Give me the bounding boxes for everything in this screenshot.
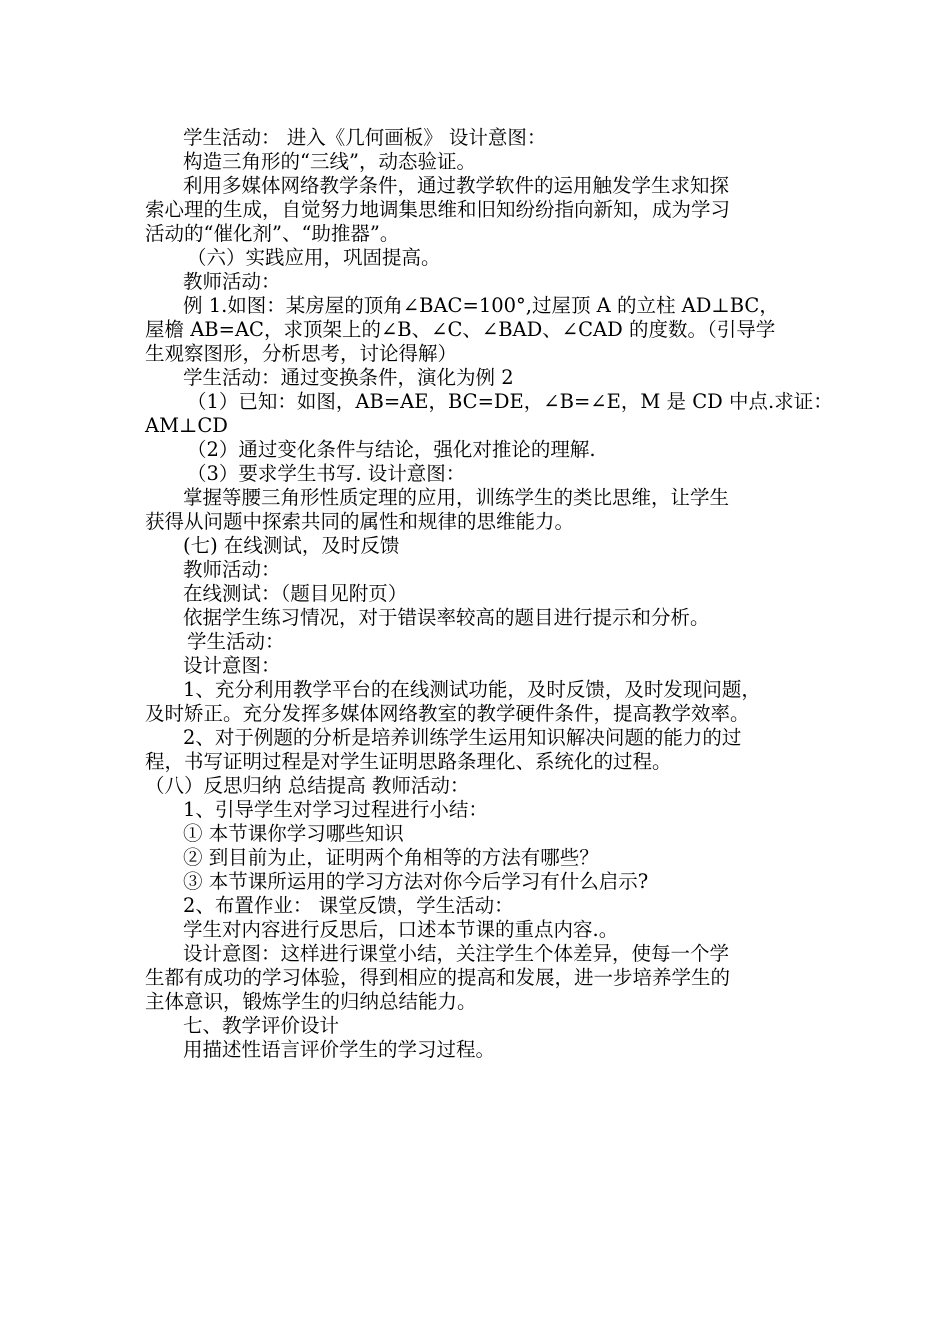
text-line: 2、布置作业： 课堂反馈，学生活动： [183, 894, 514, 917]
text-line: 学生对内容进行反思后，口述本节课的重点内容.。 [183, 918, 619, 941]
text-line: ① 本节课你学习哪些知识 [183, 822, 404, 845]
text-line: 学生活动： 进入《几何画板》 设计意图： [183, 126, 547, 149]
text-line: 在线测试：（题目见附页） [183, 582, 408, 605]
text-line: 生都有成功的学习体验，得到相应的提高和发展，进一步培养学生的 [145, 966, 731, 989]
text-line: ② 到目前为止，证明两个角相等的方法有哪些？ [183, 846, 599, 869]
text-line: (七) 在线测试，及时反馈 [183, 534, 400, 557]
text-line: 利用多媒体网络教学条件，通过教学软件的运用触发学生求知探 [183, 174, 730, 197]
text-line: 1、充分利用教学平台的在线测试功能，及时反馈，及时发现问题， [183, 678, 761, 701]
text-line: （2）通过变化条件与结论，强化对推论的理解. [187, 438, 596, 461]
text-line: 用描述性语言评价学生的学习过程。 [183, 1038, 496, 1061]
text-line: （八）反思归纳 总结提高 教师活动： [145, 774, 470, 797]
text-line: （六）实践应用，巩固提高。 [187, 246, 441, 269]
text-line: 及时矫正。充分发挥多媒体网络教室的教学硬件条件，提高教学效率。 [145, 702, 750, 725]
text-line: 例 1.如图：某房屋的顶角∠BAC=100°,过屋顶 A 的立柱 AD⊥BC， [183, 294, 779, 317]
text-line: 2、对于例题的分析是培养训练学生运用知识解决问题的能力的过 [183, 726, 742, 749]
text-line: 学生活动：通过变换条件，演化为例 2 [183, 366, 514, 389]
text-line: 掌握等腰三角形性质定理的应用，训练学生的类比思维，让学生 [183, 486, 730, 509]
text-line: （1）已知：如图，AB=AE，BC=DE，∠B=∠E，M 是 CD 中点.求证： [187, 390, 833, 413]
text-line: 依据学生练习情况，对于错误率较高的题目进行提示和分析。 [183, 606, 710, 629]
text-line: ③ 本节课所运用的学习方法对你今后学习有什么启示? [183, 870, 649, 893]
text-line: （3）要求学生书写. 设计意图： [187, 462, 466, 485]
text-line: 构造三角形的“三线”，动态验证。 [183, 150, 476, 173]
text-line: 1、引导学生对学习过程进行小结： [183, 798, 488, 821]
document-body [145, 126, 833, 1062]
text-line: 设计意图： [183, 654, 281, 677]
text-line: 七、教学评价设计 [183, 1014, 340, 1037]
text-line: 教师活动： [183, 558, 281, 581]
text-line: 屋檐 AB=AC，求顶架上的∠B、∠C、∠BAD、∠CAD 的度数。（引导学 [145, 318, 776, 341]
text-line: 获得从问题中探索共同的属性和规律的思维能力。 [145, 510, 575, 533]
text-line: 程，书写证明过程是对学生证明思路条理化、系统化的过程。 [145, 750, 672, 773]
text-line: 教师活动： [183, 270, 281, 293]
text-line: AM⊥CD [145, 414, 228, 437]
text-line: 活动的“催化剂”、“助推器”。 [145, 222, 400, 245]
text-line: 索心理的生成，自觉努力地调集思维和旧知纷纷指向新知，成为学习 [145, 198, 731, 221]
text-line: 生观察图形，分析思考，讨论得解） [145, 342, 458, 365]
text-line: 主体意识，锻炼学生的归纳总结能力。 [145, 990, 477, 1013]
text-line: 学生活动： [187, 630, 285, 653]
text-line: 设计意图：这样进行课堂小结，关注学生个体差异，使每一个学 [183, 942, 730, 965]
